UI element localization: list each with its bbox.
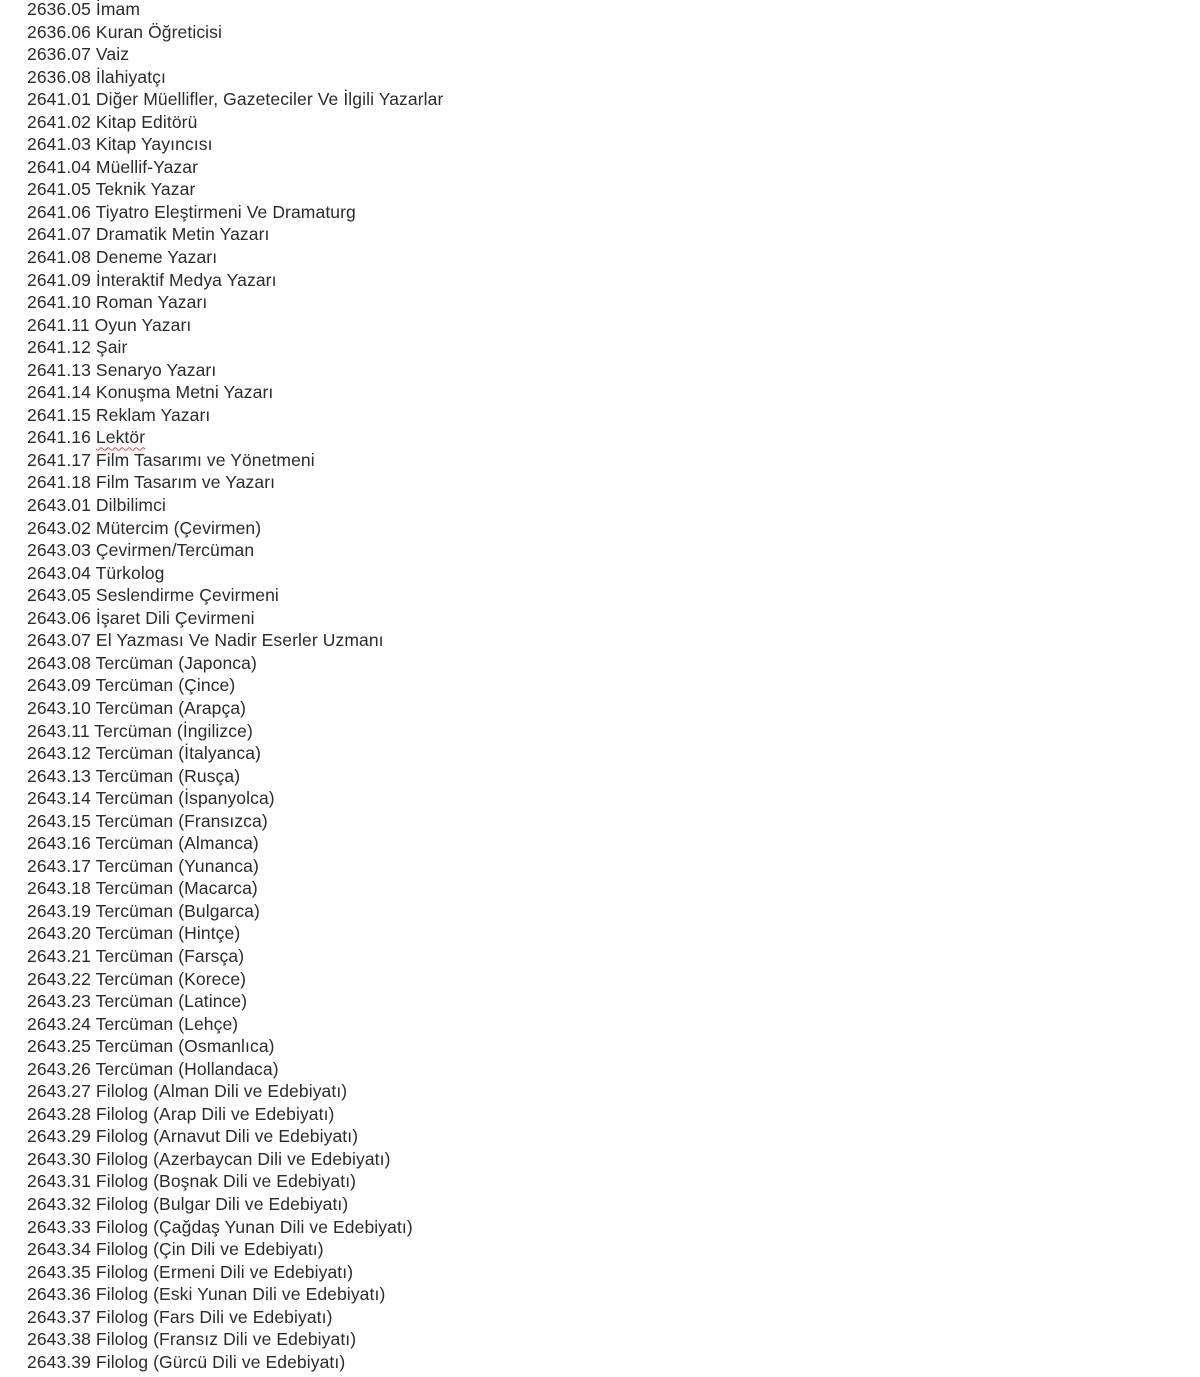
list-item: 2641.08 Deneme Yazarı	[27, 247, 218, 268]
list-item: 2643.39 Filolog (Gürcü Dili ve Edebiyatı)	[27, 1351, 346, 1372]
list-item: 2636.06 Kuran Öğreticisi	[27, 21, 223, 42]
list-item: 2643.37 Filolog (Fars Dili ve Edebiyatı)	[27, 1306, 333, 1327]
list-item: 2641.15 Reklam Yazarı	[27, 404, 211, 425]
list-item: 2641.13 Senaryo Yazarı	[27, 359, 217, 380]
list-item: 2643.15 Tercüman (Fransızca)	[27, 810, 268, 831]
list-item: 2636.05 İmam	[27, 0, 141, 19]
list-item: 2643.11 Tercüman (İngilizce)	[27, 720, 253, 741]
list-item: 2643.02 Mütercim (Çevirmen)	[27, 517, 262, 538]
list-item: 2641.12 Şair	[27, 337, 128, 358]
document-body[interactable]	[27, 0, 1200, 1373]
list-item: 2643.12 Tercüman (İtalyanca)	[27, 743, 261, 764]
list-item: 2643.32 Filolog (Bulgar Dili ve Edebiyatı)	[27, 1193, 349, 1214]
list-item: 2643.34 Filolog (Çin Dili ve Edebiyatı)	[27, 1239, 324, 1260]
list-item: 2641.07 Dramatik Metin Yazarı	[27, 224, 270, 245]
list-item: 2641.09 İnteraktif Medya Yazarı	[27, 269, 277, 290]
list-item	[27, 426, 1200, 449]
list-item: 2643.06 İşaret Dili Çevirmeni	[27, 607, 255, 628]
list-item: 2643.17 Tercüman (Yunanca)	[27, 855, 259, 876]
list-item: 2643.36 Filolog (Eski Yunan Dili ve Edebiyatı)	[27, 1284, 386, 1305]
list-item: 2643.13 Tercüman (Rusça)	[27, 765, 241, 786]
list-item: 2643.33 Filolog (Çağdaş Yunan Dili ve Edebiyatı)	[27, 1216, 413, 1237]
list-item: 2643.21 Tercüman (Farsça)	[27, 945, 245, 966]
list-item: 2641.05 Teknik Yazar	[27, 179, 196, 200]
list-item: 2643.31 Filolog (Boşnak Dili ve Edebiyatı)	[27, 1171, 357, 1192]
list-item: 2643.25 Tercüman (Osmanlıca)	[27, 1036, 275, 1057]
list-item: 2636.08 İlahiyatçı	[27, 66, 166, 87]
list-item: 2643.04 Türkolog	[27, 562, 165, 583]
list-item: 2643.38 Filolog (Fransız Dili ve Edebiyatı)	[27, 1329, 357, 1350]
list-item: 2643.16 Tercüman (Almanca)	[27, 833, 259, 854]
list-item: 2641.18 Film Tasarım ve Yazarı	[27, 472, 276, 493]
list-item: 2643.28 Filolog (Arap Dili ve Edebiyatı)	[27, 1103, 335, 1124]
list-item: 2643.19 Tercüman (Bulgarca)	[27, 900, 260, 921]
list-item: 2643.26 Tercüman (Hollandaca)	[27, 1058, 279, 1079]
list-item: 2643.08 Tercüman (Japonca)	[27, 652, 257, 673]
list-item: 2643.22 Tercüman (Korece)	[27, 968, 247, 989]
list-item: 2641.02 Kitap Editörü	[27, 111, 198, 132]
list-item: 2643.01 Dilbilimci	[27, 495, 166, 516]
occupation-code-text: 2641.16	[27, 427, 96, 448]
list-item: 2643.24 Tercüman (Lehçe)	[27, 1013, 239, 1034]
list-item: 2641.14 Konuşma Metni Yazarı	[27, 382, 274, 403]
list-item: 2643.09 Tercüman (Çince)	[27, 675, 236, 696]
list-item: 2636.07 Vaiz	[27, 44, 130, 65]
list-item: 2641.06 Tiyatro Eleştirmeni Ve Dramaturg	[27, 201, 356, 222]
list-item: 2641.01 Diğer Müellifler, Gazeteciler Ve İlgili Yazarlar	[27, 89, 444, 110]
list-item: 2643.03 Çevirmen/Tercüman	[27, 540, 255, 561]
list-item: 2643.14 Tercüman (İspanyolca)	[27, 788, 275, 809]
misspelled-word[interactable]: Lektör	[95, 427, 146, 448]
list-item: 2643.29 Filolog (Arnavut Dili ve Edebiyatı)	[27, 1126, 359, 1147]
list-item: 2643.07 El Yazması Ve Nadir Eserler Uzmanı	[27, 630, 384, 651]
list-item: 2643.18 Tercüman (Macarca)	[27, 878, 258, 899]
list-item: 2643.10 Tercüman (Arapça)	[27, 697, 247, 718]
list-item: 2643.05 Seslendirme Çevirmeni	[27, 585, 279, 606]
list-item: 2643.20 Tercüman (Hintçe)	[27, 923, 241, 944]
list-item: 2643.23 Tercüman (Latince)	[27, 991, 248, 1012]
list-item: 2641.03 Kitap Yayıncısı	[27, 134, 213, 155]
list-item: 2641.04 Müellif-Yazar	[27, 156, 199, 177]
list-item: 2643.30 Filolog (Azerbaycan Dili ve Edebiyatı)	[27, 1148, 391, 1169]
list-item: 2643.35 Filolog (Ermeni Dili ve Edebiyatı)	[27, 1261, 354, 1282]
list-item: 2641.17 Film Tasarımı ve Yönetmeni	[27, 449, 315, 470]
list-item: 2641.11 Oyun Yazarı	[27, 314, 192, 335]
list-item: 2643.27 Filolog (Alman Dili ve Edebiyatı)	[27, 1081, 348, 1102]
list-item: 2641.10 Roman Yazarı	[27, 292, 208, 313]
